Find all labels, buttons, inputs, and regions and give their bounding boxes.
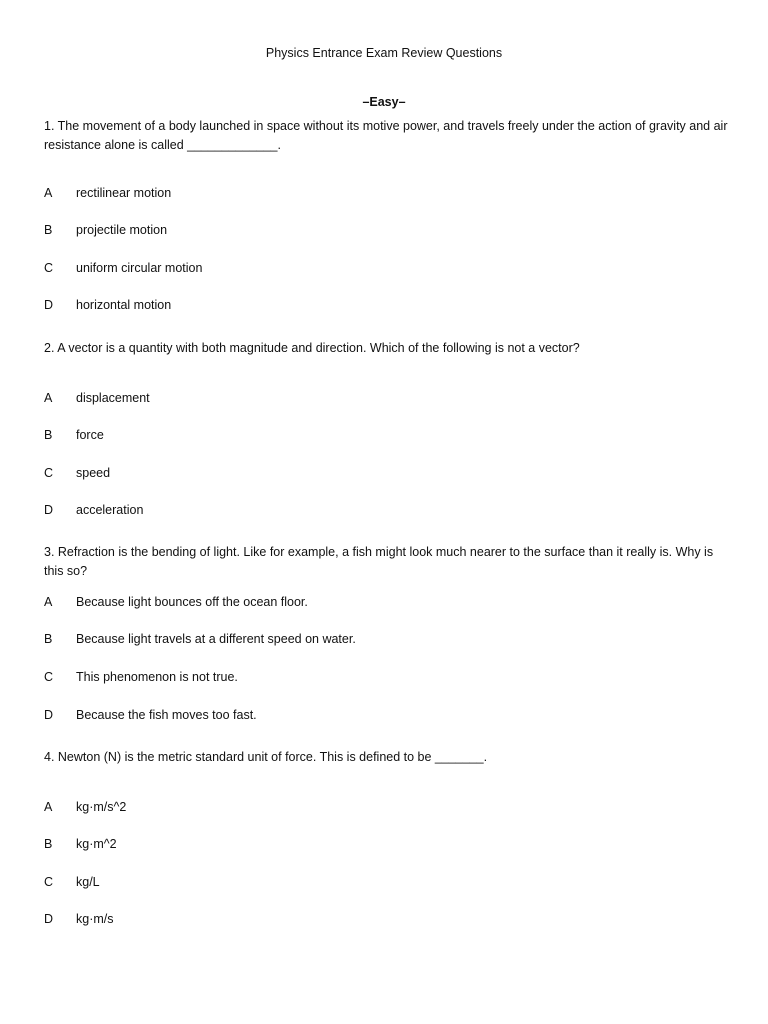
option-text: Because light travels at a different speed on water. xyxy=(76,632,356,646)
question-3-text: 3. Refraction is the bending of light. Like for example, a fish might look much nearer to the surface than it really is. Why is this so? xyxy=(44,545,714,578)
option-letter: D xyxy=(44,912,54,926)
option-letter: B xyxy=(44,428,53,442)
option-text: kg·m^2 xyxy=(76,837,117,851)
option-letter: C xyxy=(44,875,54,889)
question-2-text: 2. A vector is a quantity with both magnitude and direction. Which of the following is not a vector? xyxy=(44,341,580,355)
option-text: force xyxy=(76,428,104,442)
option-text: This phenomenon is not true. xyxy=(76,670,238,684)
question-3-option-b xyxy=(44,631,734,647)
option-letter: C xyxy=(44,466,54,480)
question-4-text: 4. Newton (N) is the metric standard unit of force. This is defined to be _______. xyxy=(44,750,488,764)
question-2-option-d xyxy=(44,502,734,518)
option-text: Because light bounces off the ocean floor. xyxy=(76,595,308,609)
option-text: projectile motion xyxy=(76,223,168,237)
option-letter: B xyxy=(44,223,53,237)
option-text: uniform circular motion xyxy=(76,261,203,275)
question-1-option-d xyxy=(44,297,734,313)
question-3-option-c xyxy=(44,669,734,685)
option-text: horizontal motion xyxy=(76,298,172,312)
option-text: rectilinear motion xyxy=(76,186,172,200)
question-1-option-c xyxy=(44,260,734,276)
option-text: Because the fish moves too fast. xyxy=(76,708,257,722)
question-2-option-b xyxy=(44,427,734,443)
question-3-option-d xyxy=(44,707,734,723)
option-text: acceleration xyxy=(76,503,144,517)
question-4-option-b xyxy=(44,836,734,852)
option-letter: A xyxy=(44,595,53,609)
option-letter: A xyxy=(44,800,53,814)
option-text: kg/L xyxy=(76,875,100,889)
question-1-text: 1. The movement of a body launched in space without its motive power, and travels freely under the action of gravity and air resistance alone is called _____________. xyxy=(44,119,728,152)
option-letter: C xyxy=(44,670,54,684)
question-1-option-b xyxy=(44,222,734,238)
question-3-option-a xyxy=(44,594,734,610)
option-text: speed xyxy=(76,466,111,480)
option-letter: D xyxy=(44,708,54,722)
option-letter: D xyxy=(44,503,54,517)
question-1-option-a xyxy=(44,185,734,201)
question-4-option-d xyxy=(44,911,734,927)
question-4-option-c xyxy=(44,874,734,890)
document-title: Physics Entrance Exam Review Questions xyxy=(265,46,503,60)
option-letter: D xyxy=(44,298,54,312)
section-heading: –Easy– xyxy=(362,95,406,109)
option-text: kg·m/s^2 xyxy=(76,800,127,814)
question-2-option-c xyxy=(44,465,734,481)
option-letter: C xyxy=(44,261,54,275)
option-letter: A xyxy=(44,186,53,200)
question-4-option-a xyxy=(44,799,734,815)
option-letter: B xyxy=(44,837,53,851)
option-letter: A xyxy=(44,391,53,405)
option-letter: B xyxy=(44,632,53,646)
question-2-option-a xyxy=(44,390,734,406)
option-text: kg·m/s xyxy=(76,912,114,926)
option-text: displacement xyxy=(76,391,150,405)
